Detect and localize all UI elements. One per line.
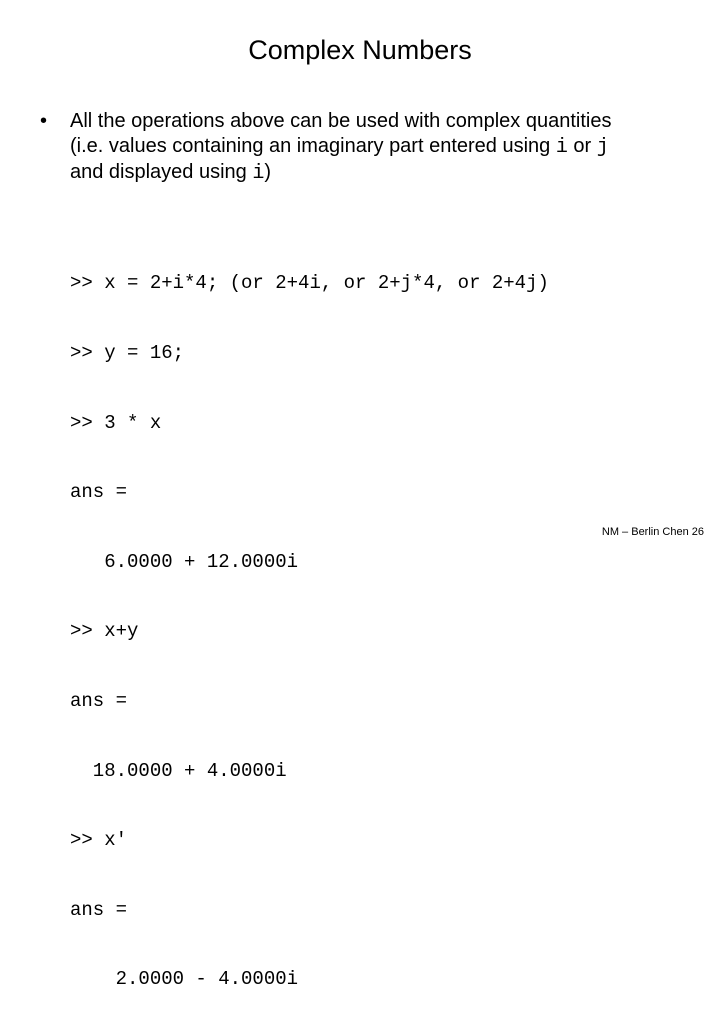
code-line: >> x = 2+i*4; (or 2+4i, or 2+j*4, or 2+4j) — [70, 272, 549, 295]
inline-code-i-display: i — [252, 162, 265, 185]
code-line: 2.0000 - 4.0000i — [70, 968, 299, 991]
slide-footer: NM – Berlin Chen 26 — [601, 526, 704, 538]
inline-code-j: j — [596, 135, 609, 159]
code-line: ans = — [70, 689, 128, 712]
code-line: 18.0000 + 4.0000i — [70, 759, 287, 782]
code-line: >> y = 16; — [70, 342, 185, 364]
code-line: ans = — [70, 898, 128, 921]
slide-title: Complex Numbers — [248, 35, 472, 65]
bullet-marker: • — [40, 110, 48, 132]
bullet-text — [70, 109, 640, 187]
code-line: >> x+y — [70, 620, 139, 643]
code-line: >> 3 * x — [70, 411, 162, 434]
inline-code-i: i — [555, 135, 568, 159]
code-line: 6.0000 + 12.0000i — [70, 550, 299, 573]
bullet-text-part-3: and displayed using — [70, 161, 253, 183]
bullet-text-part-2: or — [567, 134, 597, 157]
code-block — [70, 226, 549, 1015]
code-line: ans = — [70, 481, 128, 504]
code-line: >> x' — [70, 829, 128, 852]
bullet-text-part-4: ) — [264, 161, 272, 183]
bullet-text-part-1: All the operations above can be used with complex quantities (i.e. values containing an imaginary part entered using — [70, 110, 612, 157]
